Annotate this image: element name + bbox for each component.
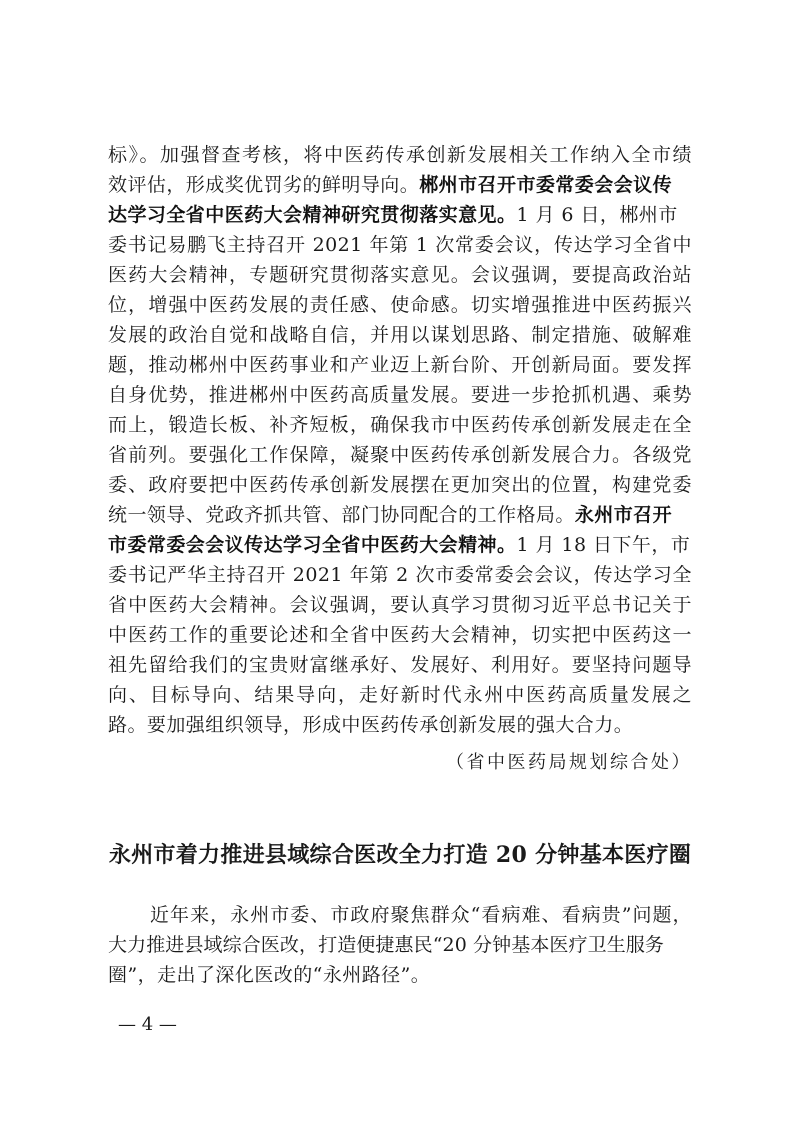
- text-line: 委书记严华主持召开 2021 年第 2 次市委常委会会议，传达学习全: [108, 564, 692, 586]
- text-line: 中医药工作的重要论述和全省中医药大会精神，切实把中医药这一: [108, 624, 692, 646]
- text-segment: 效评估，形成奖优罚劣的鲜明导向。: [108, 174, 420, 196]
- text-segment: 1 月 6 日，郴州市: [516, 204, 678, 226]
- text-line: 向、目标导向、结果导向，走好新时代永州中医药高质量发展之: [108, 684, 692, 706]
- text-segment: 1 月 18 日下午，市: [516, 534, 691, 556]
- text-segment: 统一领导、党政齐抓共管、部门协同配合的工作格局。: [108, 504, 575, 526]
- text-line: [108, 532, 692, 559]
- text-line: 圈”，走出了深化医改的“永州路径”。: [108, 964, 431, 986]
- text-line: 祖先留给我们的宝贵财富继承好、发展好、利用好。要坚持问题导: [108, 654, 692, 676]
- text-line: 标》。加强督查考核，将中医药传承创新发展相关工作纳入全市绩: [108, 144, 692, 166]
- bold-heading-segment: 郴州市召开市委常委会会议传: [419, 174, 673, 196]
- text-line: 省前列。要强化工作保障，凝聚中医药传承创新发展合力。各级党: [108, 444, 692, 466]
- page-number: — 4 —: [118, 1014, 177, 1035]
- text-line: 委、政府要把中医药传承创新发展摆在更加突出的位置，构建党委: [108, 474, 692, 496]
- text-line: 近年来，永州市委、市政府聚焦群众“看病难、看病贵”问题，: [150, 904, 692, 926]
- text-line: [108, 172, 692, 199]
- text-line: 路。要加强组织领导，形成中医药传承创新发展的强大合力。: [108, 714, 634, 736]
- text-line: 位，增强中医药发展的责任感、使命感。切实增强推进中医药振兴: [108, 294, 692, 316]
- source-attribution: （省中医药局规划综合处）: [446, 752, 692, 773]
- text-line: 省中医药大会精神。会议强调，要认真学习贯彻习近平总书记关于: [108, 594, 692, 616]
- text-line: 自身优势，推进郴州中医药高质量发展。要进一步抢抓机遇、乘势: [108, 384, 692, 406]
- text-line: 题，推动郴州中医药事业和产业迈上新台阶、开创新局面。要发挥: [108, 354, 692, 376]
- text-line: 医药大会精神，专题研究贯彻落实意见。会议强调，要提高政治站: [108, 264, 692, 286]
- text-line: [108, 502, 692, 529]
- text-line: 而上，锻造长板、补齐短板，确保我市中医药传承创新发展走在全: [108, 414, 692, 436]
- bold-heading-segment: 市委常委会会议传达学习全省中医药大会精神。: [108, 534, 517, 556]
- text-line: 大力推进县域综合医改，打造便捷惠民“20 分钟基本医疗卫生服务: [108, 934, 665, 956]
- article-title: 永州市着力推进县域综合医改全力打造 20 分钟基本医疗圈: [108, 842, 692, 868]
- bold-heading-segment: 达学习全省中医药大会精神研究贯彻落实意见。: [108, 204, 517, 226]
- text-line: 委书记易鹏飞主持召开 2021 年第 1 次常委会议，传达学习全省中: [108, 234, 692, 256]
- text-line: 发展的政治自觉和战略自信，并用以谋划思路、制定措施、破解难: [108, 324, 692, 346]
- text-line: [108, 202, 692, 229]
- bold-heading-segment: 永州市召开: [574, 504, 673, 526]
